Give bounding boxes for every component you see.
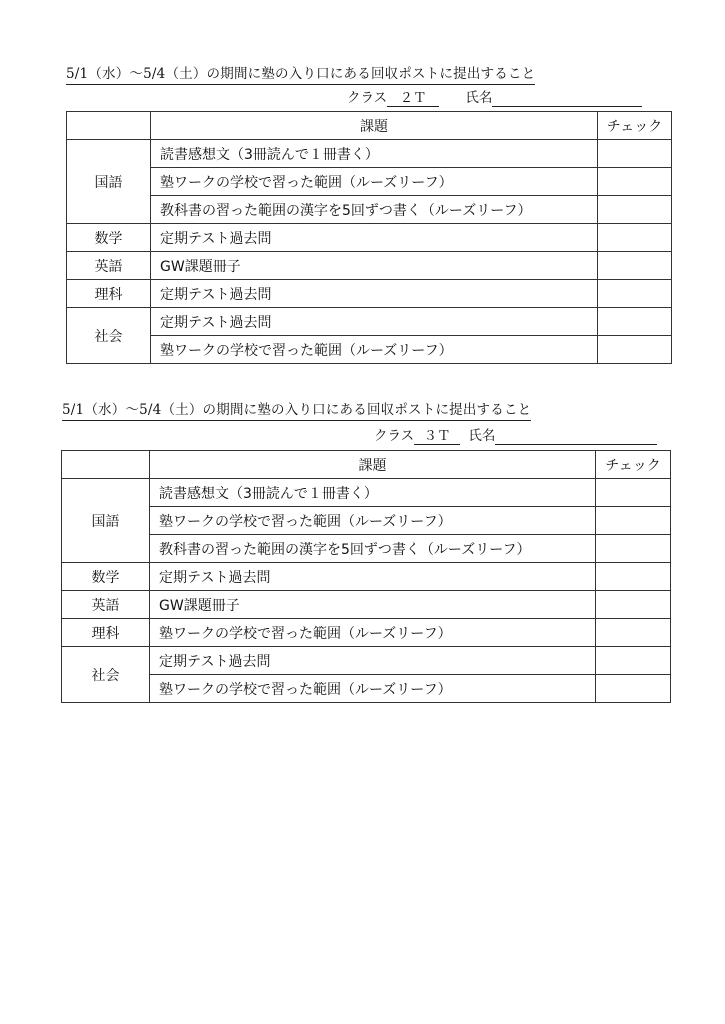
subject-cell: 国語 [67,140,151,224]
task-header: 課題 [150,451,596,479]
check-header: チェック [596,451,671,479]
subject-cell: 理科 [67,280,151,308]
check-box[interactable] [596,479,671,507]
check-box[interactable] [598,280,672,308]
check-box[interactable] [598,168,672,196]
name-blank [492,92,642,107]
table-row [67,308,672,336]
task-cell: 塾ワークの学校で習った範囲（ルーズリーフ） [151,168,598,196]
assignment-table [61,450,671,703]
table-row [62,591,671,619]
check-box[interactable] [596,535,671,563]
check-box[interactable] [596,675,671,703]
check-box[interactable] [598,140,672,168]
class-label: クラス [347,90,388,106]
table-row [62,563,671,591]
table-row [62,535,671,563]
subject-cell: 国語 [62,479,150,563]
task-cell: 塾ワークの学校で習った範囲（ルーズリーフ） [151,336,598,364]
table-row [62,675,671,703]
task-cell: 塾ワークの学校で習った範囲（ルーズリーフ） [150,619,596,647]
class-value: ２Ｔ [387,90,439,107]
table-row [62,647,671,675]
table-header-row [67,112,672,140]
class-value: ３Ｔ [414,428,460,445]
check-box[interactable] [598,336,672,364]
check-box[interactable] [596,507,671,535]
task-cell: 塾ワークの学校で習った範囲（ルーズリーフ） [150,507,596,535]
table-row [67,168,672,196]
class-name-line [347,90,642,107]
subject-header [67,112,151,140]
submission-instruction: 5/1（水）～5/4（土）の期間に塾の入り口にある回収ポストに提出すること [62,402,531,421]
name-label: 氏名 [465,90,493,106]
task-cell: 定期テスト過去問 [150,647,596,675]
table-row [67,252,672,280]
subject-cell: 社会 [67,308,151,364]
task-cell: 教科書の習った範囲の漢字を5回ずつ書く（ルーズリーフ） [151,196,598,224]
check-box[interactable] [598,308,672,336]
task-cell: 定期テスト過去問 [151,280,598,308]
table-row [62,507,671,535]
task-cell: GW課題冊子 [150,591,596,619]
subject-cell: 英語 [67,252,151,280]
task-cell: GW課題冊子 [151,252,598,280]
subject-cell: 数学 [62,563,150,591]
check-box[interactable] [596,563,671,591]
task-cell: 教科書の習った範囲の漢字を5回ずつ書く（ルーズリーフ） [150,535,596,563]
task-cell: 塾ワークの学校で習った範囲（ルーズリーフ） [150,675,596,703]
check-header: チェック [598,112,672,140]
subject-header [62,451,150,479]
name-label: 氏名 [468,428,496,444]
check-box[interactable] [598,252,672,280]
task-cell: 定期テスト過去問 [151,308,598,336]
task-cell: 読書感想文（3冊読んで１冊書く） [150,479,596,507]
table-row [67,280,672,308]
task-cell: 定期テスト過去問 [150,563,596,591]
check-box[interactable] [598,224,672,252]
submission-instruction: 5/1（水）～5/4（土）の期間に塾の入り口にある回収ポストに提出すること [66,66,535,85]
subject-cell: 英語 [62,591,150,619]
table-row [67,196,672,224]
task-cell: 読書感想文（3冊読んで１冊書く） [151,140,598,168]
subject-cell: 社会 [62,647,150,703]
table-row [62,479,671,507]
table-header-row [62,451,671,479]
check-box[interactable] [596,591,671,619]
class-label: クラス [374,428,415,444]
check-box[interactable] [598,196,672,224]
check-box[interactable] [596,647,671,675]
table-row [67,336,672,364]
task-cell: 定期テスト過去問 [151,224,598,252]
table-row [67,224,672,252]
task-header: 課題 [151,112,598,140]
table-row [62,619,671,647]
subject-cell: 数学 [67,224,151,252]
check-box[interactable] [596,619,671,647]
table-row [67,140,672,168]
class-name-line [374,428,657,445]
subject-cell: 理科 [62,619,150,647]
assignment-table [66,111,672,364]
name-blank [495,430,657,445]
